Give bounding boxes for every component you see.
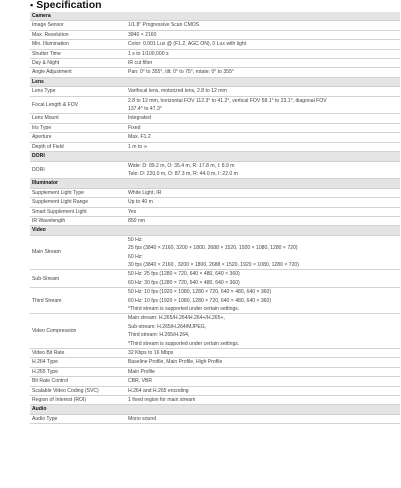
spec-value [127,288,400,314]
spec-value [127,198,400,207]
spec-value-line: Fixed [128,124,141,131]
spec-value [127,49,400,58]
spec-row [30,207,400,216]
spec-label: Scalable Video Coding (SVC) [30,386,127,395]
spec-row [30,314,400,349]
spec-row [30,87,400,96]
spec-row [30,288,400,314]
spec-label: Bit Rate Control [30,377,127,386]
spec-value-line: 50 Hz: 10 fps (1920 × 1080, 1280 × 720, 640 × 480, 640 × 360) [128,289,272,296]
spec-label: Max. Resolution [30,30,127,39]
spec-value-line: 1 s to 1/100,000 s [128,50,169,57]
spec-value-line: Tele: D: 220.0 m, O: 87.3 m, R: 44.0 m, I: 22.0 m [128,170,238,177]
spec-value [127,30,400,39]
spec-value-line: Baseline Profile, Main Profile, High Profile [128,359,223,366]
spec-value [127,87,400,96]
spec-value-line: 2.8 to 12 mm, horizontal FOV 112.3° to 41.2°, vertical FOV 58.1° to 23.1°, diagonal FOV [128,97,327,104]
spec-row [30,216,400,225]
spec-value-line: 1 m to ∞ [128,143,148,150]
spec-row [30,349,400,358]
spec-value [127,142,400,151]
spec-label: H.264 Type [30,358,127,367]
spec-label: Supplement Light Range [30,198,127,207]
spec-label: H.265 Type [30,367,127,376]
spec-row [30,198,400,207]
spec-label: Focal Length & FOV [30,96,127,114]
spec-value-line: Main stream: H.265/H.264/H.264+/H.265+, [128,315,225,322]
spec-value-line: Wide: D: 89.2 m, O: 35.4 m, R: 17.8 m, I: 8.9 m [128,162,235,169]
section-title: Illuminator [30,179,400,188]
spec-value [127,59,400,68]
page-title [30,0,401,12]
spec-row [30,40,400,49]
spec-value [127,68,400,77]
spec-label: Region of Interest (ROI) [30,396,127,405]
spec-row [30,386,400,395]
section-header [30,152,400,161]
spec-value-line: Integrated [128,115,151,122]
spec-value-line: 137.4° to 47.3° [128,106,162,113]
spec-value-line: 60 Hz: 30 fps (1280 × 720, 640 × 480, 640 × 360) [128,279,240,286]
spec-value [127,40,400,49]
spec-value-line: 60 Hz: 10 fps (1920 × 1080, 1280 × 720, 640 × 480, 640 × 360) [128,297,272,304]
section-header [30,179,400,188]
spec-label: Video Compression [30,314,127,349]
spec-value-line: Mono sound [128,415,157,422]
spec-value [127,377,400,386]
spec-value-line: Yes [128,208,137,215]
spec-row [30,49,400,58]
spec-row [30,21,400,30]
spec-value [127,358,400,367]
spec-value-line: Pan: 0° to 355°, tilt: 0° to 75°, rotate: 0° to 355° [128,69,234,76]
spec-value [127,314,400,349]
spec-row [30,235,400,270]
spec-value [127,216,400,225]
spec-value-line: Max. F1.2 [128,134,151,141]
spec-row [30,377,400,386]
spec-row [30,396,400,405]
spec-value [127,114,400,123]
section-header [30,77,400,86]
spec-value-line: 60 Hz: [128,253,143,260]
section-title: Audio [30,405,400,414]
spec-value [127,349,400,358]
spec-row [30,142,400,151]
spec-row [30,161,400,179]
spec-value [127,207,400,216]
spec-label: Image Sensor [30,21,127,30]
spec-label: Smart Supplement Light [30,207,127,216]
spec-label: Lens Type [30,87,127,96]
spec-row [30,414,400,423]
spec-label: Day & Night [30,59,127,68]
spec-label: Sub-Stream [30,270,127,288]
spec-label: Shutter Time [30,49,127,58]
spec-value [127,414,400,423]
spec-value [127,188,400,197]
spec-value [127,367,400,376]
spec-value-line: Sub-stream: H.265/H.264/MJPEG, [128,323,207,330]
section-title: Video [30,226,400,235]
spec-value-line: 50 Hz: [128,236,143,243]
page-title-text: Specification [36,0,102,11]
spec-value [127,21,400,30]
spec-label: Audio Type [30,414,127,423]
spec-value-line: Color: 0.001 Lux @ (F1.2, AGC ON), 0 Lux with light [128,41,247,48]
spec-label: Video Bit Rate [30,349,127,358]
spec-row [30,68,400,77]
spec-row [30,188,400,197]
spec-value [127,123,400,132]
spec-row [30,114,400,123]
spec-value-line: *Third stream is supported under certain settings. [128,306,240,312]
spec-label: DORI [30,161,127,179]
spec-label: Lens Mount [30,114,127,123]
spec-value-line: 30 fps (3840 × 2160 , 3200 × 1800, 2688 × 1520, 1920 × 1080, 1280 × 720) [128,261,299,268]
spec-value [127,161,400,179]
spec-label: Angle Adjustment [30,68,127,77]
spec-table [30,12,400,424]
section-title: DORI [30,152,400,161]
spec-row [30,96,400,114]
spec-label: Third Stream [30,288,127,314]
spec-table-body [30,12,400,424]
spec-row [30,367,400,376]
spec-row [30,59,400,68]
spec-value-line: H.264 and H.265 encoding [128,387,189,394]
spec-value-line: White Light, IR [128,189,162,196]
spec-label: Min. Illumination [30,40,127,49]
spec-row [30,30,400,39]
spec-value [127,133,400,142]
spec-value-line: Third stream: H.265/H.264, [128,332,190,339]
spec-value [127,96,400,114]
spec-value [127,235,400,270]
spec-value-line: CBR, VBR [128,378,153,385]
section-header [30,226,400,235]
spec-value-line: Up to 40 m [128,199,153,206]
spec-label: Iris Type [30,123,127,132]
spec-value-line: Varifocal lens, motorized lens, 2.8 to 12 mm [128,88,227,95]
spec-value-line: 32 Kbps to 16 Mbps [128,350,174,357]
spec-label: Depth of Field [30,142,127,151]
spec-value-line: 850 nm [128,217,145,224]
title-bullet-icon: ▪ [30,0,34,10]
spec-row [30,270,400,288]
spec-value-line: 1/1.8" Progressive Scan CMOS [128,22,200,29]
section-title: Camera [30,12,400,21]
spec-row [30,358,400,367]
spec-value [127,396,400,405]
spec-value-line: 25 fps (3840 × 2160, 3200 × 1800, 2688 × 1520, 1920 × 1080, 1280 × 720) [128,245,298,252]
spec-value-line: 3840 × 2160 [128,31,157,38]
section-title: Lens [30,77,400,86]
spec-value-line: 50 Hz: 25 fps (1280 × 720, 640 × 480, 640 × 360) [128,271,240,278]
spec-value [127,386,400,395]
spec-label: Supplement Light Type [30,188,127,197]
spec-value-line: *Third stream is supported under certain settings. [128,340,240,347]
spec-row [30,123,400,132]
section-header [30,405,400,414]
spec-label: Main Stream [30,235,127,270]
section-header [30,12,400,21]
spec-value-line: IR cut filter [128,60,153,67]
spec-label: Aperture [30,133,127,142]
spec-row [30,133,400,142]
spec-value-line: 1 fixed region for main stream [128,397,196,404]
spec-value [127,270,400,288]
spec-value-line: Main Profile [128,368,155,375]
spec-label: IR Wavelength [30,216,127,225]
